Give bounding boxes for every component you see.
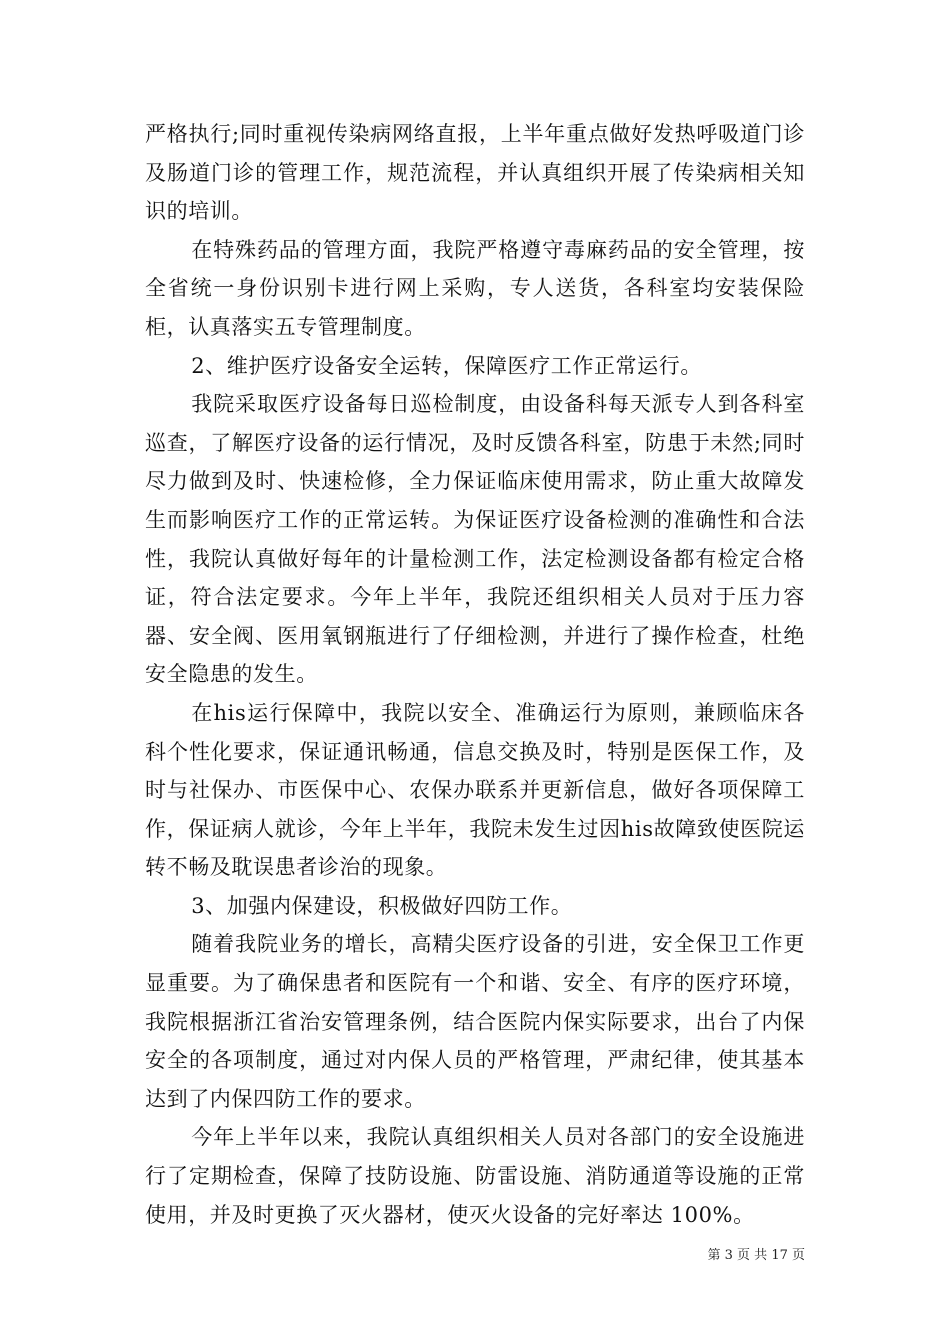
- paragraph-6: 今年上半年以来，我院认真组织相关人员对各部门的安全设施进行了定期检查，保障了技防设施、防雷设施、消防通道等设施的正常使用，并及时更换了灭火器材，使灭火设备的完好率达 100%。: [145, 1125, 805, 1227]
- section-heading-3: 3、加强内保建设，积极做好四防工作。: [191, 893, 573, 918]
- page-number-footer: 第 3 页 共 17 页: [707, 1248, 805, 1263]
- paragraph-5: 随着我院业务的增长，高精尖医疗设备的引进，安全保卫工作更显重要。为了确保患者和医院有一个和谐、安全、有序的医疗环境，我院根据浙江省治安管理条例，结合医院内保实际要求，出台了内保安全的各项制度，通过对内保人员的严格管理，严肃纪律，使其基本达到了内保四防工作的要求。: [145, 932, 805, 1111]
- paragraph-3: 我院采取医疗设备每日巡检制度，由设备科每天派专人到各科室巡查，了解医疗设备的运行情况，及时反馈各科室，防患于未然;同时尽力做到及时、快速检修，全力保证临床使用需求，防止重大故障发生而影响医疗工作的正常运转。为保证医疗设备检测的准确性和合法性，我院认真做好每年的计量检测工作，法定检测设备都有检定合格证，符合法定要求。今年上半年，我院还组织相关人员对于压力容器、安全阀、医用氧钢瓶进行了仔细检测，并进行了操作检查，杜绝安全隐患的发生。: [145, 392, 805, 687]
- paragraph-1: 严格执行;同时重视传染病网络直报，上半年重点做好发热呼吸道门诊及肠道门诊的管理工作，规范流程，并认真组织开展了传染病相关知识的培训。: [145, 122, 805, 224]
- document-body: [145, 115, 805, 1234]
- section-heading-2: 2、维护医疗设备安全运转，保障医疗工作正常运行。: [191, 353, 702, 378]
- paragraph-2: 在特殊药品的管理方面，我院严格遵守毒麻药品的安全管理，按全省统一身份识别卡进行网上采购，专人送货，各科室均安装保险柜，认真落实五专管理制度。: [145, 237, 805, 339]
- paragraph-4: 在his运行保障中，我院以安全、准确运行为原则，兼顾临床各科个性化要求，保证通讯畅通，信息交换及时，特别是医保工作，及时与社保办、市医保中心、农保办联系并更新信息，做好各项保障工作，保证病人就诊，今年上半年，我院未发生过因his故障致使医院运转不畅及耽误患者诊治的现象。: [145, 700, 805, 880]
